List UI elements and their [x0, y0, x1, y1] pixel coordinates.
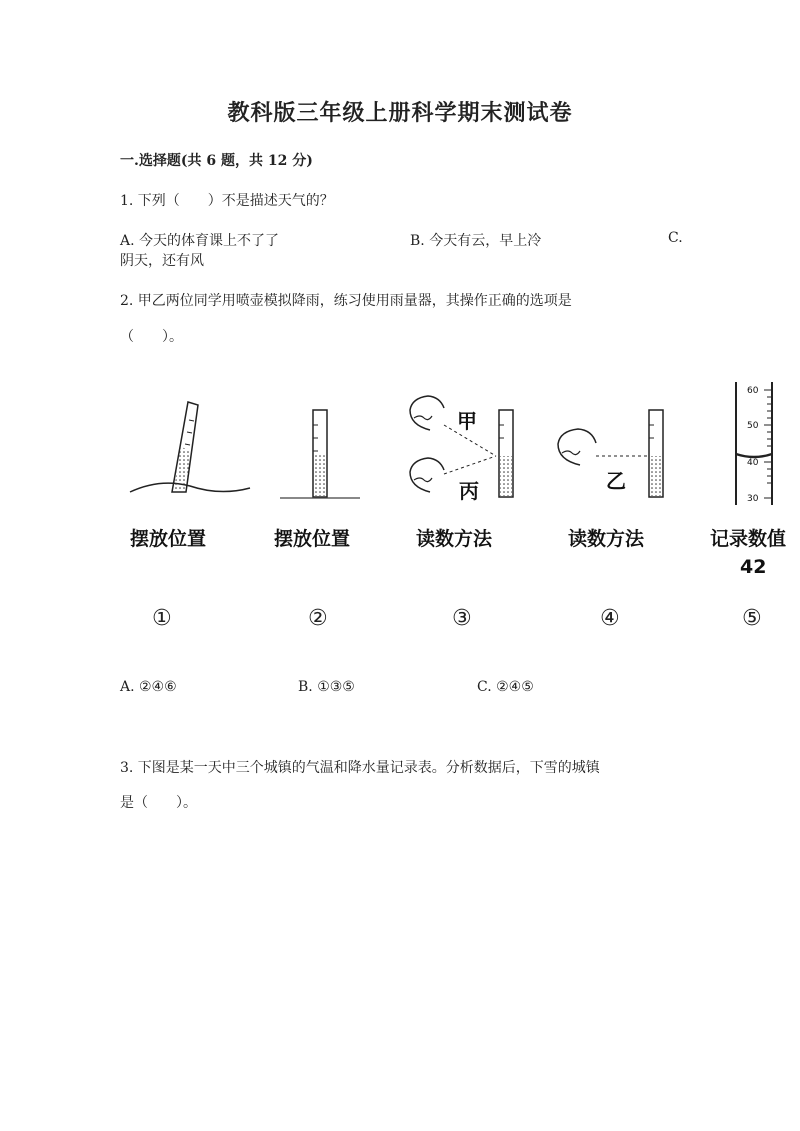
question-2-option-a: A. ②④⑥ — [120, 679, 177, 695]
label-jia: 甲 — [457, 409, 477, 433]
question-1-stem: 1. 下列（ ）不是描述天气的？ — [120, 193, 334, 209]
label-yi: 乙 — [606, 469, 626, 493]
label-bing: 丙 — [459, 479, 479, 503]
question-1-option-c: C. — [668, 230, 683, 246]
tilted-gauge-on-uneven-ground — [130, 402, 250, 492]
question-3-stem: 3. 下图是某一天中三个城镇的气温和降水量记录表。分析数据后，下雪的城镇 — [120, 760, 600, 776]
scale-tick-30: 30 — [747, 494, 759, 504]
caption-1: 摆放位置 — [130, 528, 207, 550]
question-3-stem-continued: 是（ ）。 — [120, 795, 197, 811]
figure-number-4: ④ — [600, 606, 620, 631]
figure-number-5: ⑤ — [742, 606, 762, 631]
scale-tick-60: 60 — [747, 386, 759, 396]
question-2-option-c: C. ②④⑤ — [477, 679, 534, 695]
caption-3: 读数方法 — [416, 528, 493, 550]
figure-number-3: ③ — [452, 606, 472, 631]
question-1-option-c-text: 阴天，还有风 — [120, 253, 204, 269]
scale-tick-50: 50 — [747, 421, 759, 431]
upright-gauge-on-flat-ground — [280, 410, 360, 498]
figure-number-1: ① — [152, 606, 172, 631]
gauge-scale-closeup — [736, 382, 772, 505]
figure-number-2: ② — [308, 606, 328, 631]
rain-gauge-illustrations — [110, 370, 800, 510]
question-1-option-b: B. 今天有云，早上冷 — [410, 233, 542, 249]
question-2-stem-continued: （ ）。 — [120, 329, 183, 345]
caption-4: 读数方法 — [568, 528, 645, 550]
question-2-stem: 2. 甲乙两位同学用喷壶模拟降雨，练习使用雨量器，其操作正确的选项是 — [120, 293, 572, 309]
caption-2: 摆放位置 — [274, 528, 351, 550]
recorded-value: 42 — [740, 556, 767, 578]
question-1-option-a: A. 今天的体育课上不了了 — [120, 233, 280, 249]
caption-5: 记录数值 — [710, 528, 787, 550]
question-2-option-b: B. ①③⑤ — [298, 679, 355, 695]
reading-level-head — [558, 410, 663, 497]
rain-gauge-figure — [110, 370, 800, 640]
section-heading: 一.选择题(共 6 题，共 12 分) — [120, 153, 313, 169]
page-title: 教科版三年级上册科学期末测试卷 — [227, 100, 573, 126]
reading-angle-heads — [410, 396, 513, 503]
scale-tick-40: 40 — [747, 458, 759, 468]
